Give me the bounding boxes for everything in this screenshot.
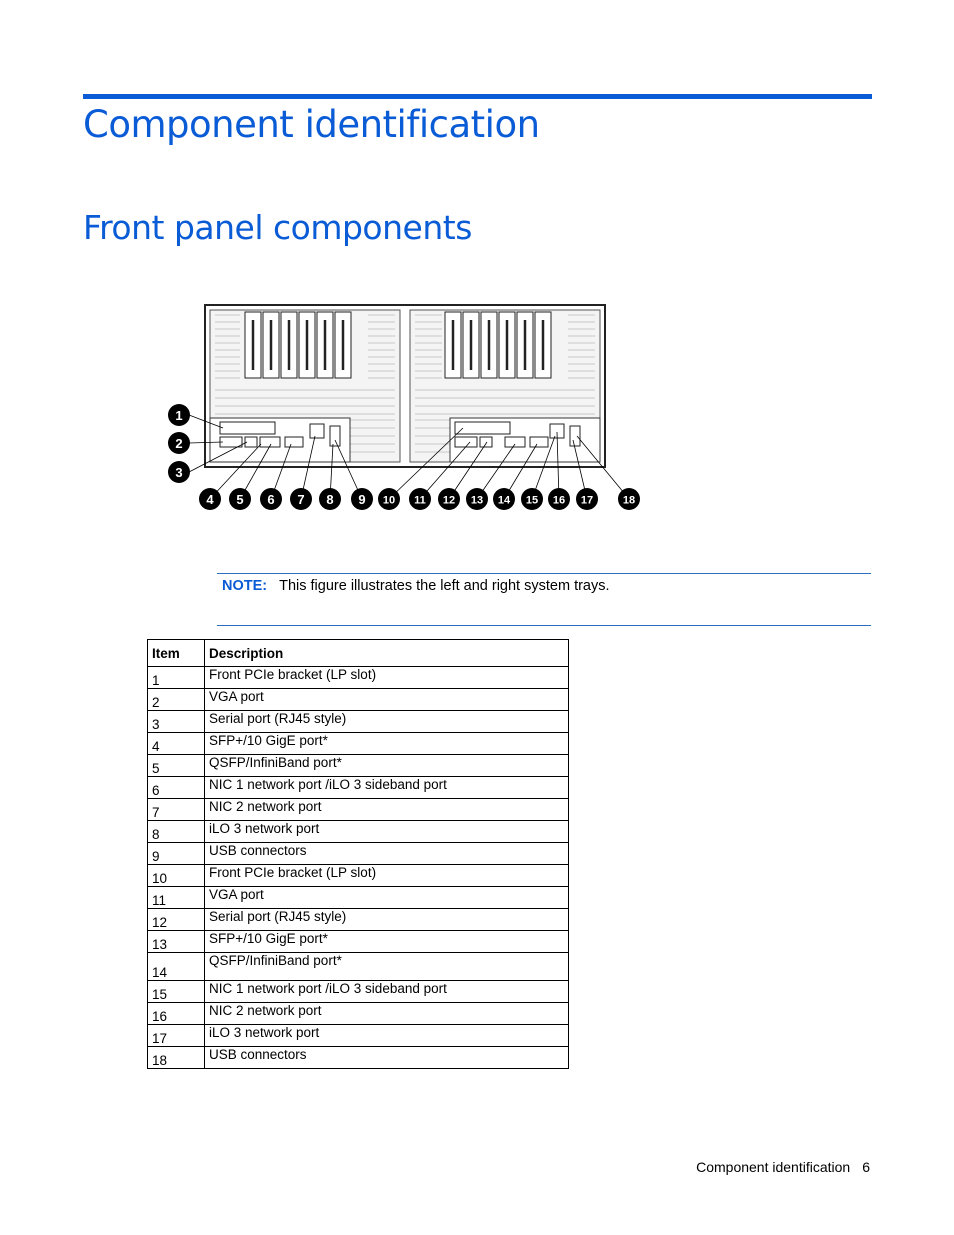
callout-14 <box>493 488 515 510</box>
table-row <box>148 733 569 755</box>
item-description: VGA port <box>205 887 569 909</box>
item-description: VGA port <box>205 689 569 711</box>
svg-text:18: 18 <box>622 494 636 507</box>
callout-layer <box>165 300 645 515</box>
item-description: iLO 3 network port <box>205 821 569 843</box>
table-row <box>148 909 569 931</box>
svg-text:17: 17 <box>580 494 594 507</box>
header-description: Description <box>205 640 569 667</box>
top-rule <box>83 94 872 99</box>
chapter-title: Component identification <box>83 103 540 146</box>
callout-15 <box>521 488 543 510</box>
callout-3 <box>168 461 190 483</box>
table-row <box>148 953 569 981</box>
callout-12 <box>438 488 460 510</box>
svg-text:4: 4 <box>206 492 214 507</box>
page-footer <box>696 1159 870 1175</box>
item-number: 14 <box>148 953 205 981</box>
table-row <box>148 865 569 887</box>
footer-section: Component identification <box>696 1159 851 1175</box>
callout-6 <box>260 488 282 510</box>
item-description: NIC 2 network port <box>205 1003 569 1025</box>
svg-text:1: 1 <box>175 408 183 423</box>
header-item: Item <box>148 640 205 667</box>
table-row <box>148 981 569 1003</box>
svg-text:12: 12 <box>442 494 456 507</box>
item-number: 10 <box>148 865 205 887</box>
item-number: 9 <box>148 843 205 865</box>
item-number: 15 <box>148 981 205 1003</box>
svg-text:11: 11 <box>414 494 426 507</box>
item-description: USB connectors <box>205 843 569 865</box>
item-number: 1 <box>148 667 205 689</box>
callout-10 <box>378 488 400 510</box>
item-description: iLO 3 network port <box>205 1025 569 1047</box>
item-number: 2 <box>148 689 205 711</box>
item-description: NIC 1 network port /iLO 3 sideband port <box>205 777 569 799</box>
table-row <box>148 931 569 953</box>
table-row <box>148 1003 569 1025</box>
callout-1 <box>168 404 190 426</box>
item-number: 7 <box>148 799 205 821</box>
note-top-rule <box>217 573 871 574</box>
item-description: Front PCIe bracket (LP slot) <box>205 667 569 689</box>
table-row <box>148 887 569 909</box>
svg-text:9: 9 <box>358 492 366 507</box>
item-number: 16 <box>148 1003 205 1025</box>
item-description: NIC 1 network port /iLO 3 sideband port <box>205 981 569 1003</box>
svg-text:3: 3 <box>175 465 183 480</box>
svg-text:10: 10 <box>382 494 396 507</box>
item-description: QSFP/InfiniBand port* <box>205 755 569 777</box>
svg-text:13: 13 <box>470 494 484 507</box>
callout-2 <box>168 432 190 454</box>
item-number: 17 <box>148 1025 205 1047</box>
item-description: Serial port (RJ45 style) <box>205 909 569 931</box>
table-row <box>148 711 569 733</box>
front-panel-figure <box>165 300 645 515</box>
table-row <box>148 821 569 843</box>
table-row <box>148 755 569 777</box>
page-number: 6 <box>862 1159 870 1175</box>
item-number: 5 <box>148 755 205 777</box>
item-description: NIC 2 network port <box>205 799 569 821</box>
svg-text:8: 8 <box>326 492 334 507</box>
item-number: 8 <box>148 821 205 843</box>
item-number: 11 <box>148 887 205 909</box>
callout-13 <box>466 488 488 510</box>
note-text: This figure illustrates the left and right system trays. <box>279 578 610 594</box>
svg-text:2: 2 <box>175 436 183 451</box>
item-number: 18 <box>148 1047 205 1069</box>
table-header-row <box>148 640 569 667</box>
callout-8 <box>319 488 341 510</box>
item-description: Front PCIe bracket (LP slot) <box>205 865 569 887</box>
note <box>222 578 610 594</box>
callout-5 <box>229 488 251 510</box>
item-description: Serial port (RJ45 style) <box>205 711 569 733</box>
svg-text:5: 5 <box>236 492 244 507</box>
item-number: 4 <box>148 733 205 755</box>
callout-11 <box>409 488 431 510</box>
callout-18 <box>618 488 640 510</box>
callout-9 <box>351 488 373 510</box>
note-bottom-rule <box>217 625 871 626</box>
section-title: Front panel components <box>83 208 472 247</box>
svg-text:14: 14 <box>497 494 511 507</box>
table-row <box>148 843 569 865</box>
item-number: 12 <box>148 909 205 931</box>
table-row <box>148 777 569 799</box>
item-number: 6 <box>148 777 205 799</box>
callout-4 <box>199 488 221 510</box>
note-label: NOTE: <box>222 578 268 594</box>
item-description: SFP+/10 GigE port* <box>205 733 569 755</box>
item-number: 13 <box>148 931 205 953</box>
item-number: 3 <box>148 711 205 733</box>
svg-text:7: 7 <box>297 492 305 507</box>
callout-7 <box>290 488 312 510</box>
item-description: USB connectors <box>205 1047 569 1069</box>
svg-text:16: 16 <box>552 494 566 507</box>
table-row <box>148 689 569 711</box>
item-description: SFP+/10 GigE port* <box>205 931 569 953</box>
callout-16 <box>548 488 570 510</box>
svg-text:15: 15 <box>525 494 539 507</box>
components-table <box>147 639 569 1069</box>
svg-text:6: 6 <box>267 492 275 507</box>
callout-17 <box>576 488 598 510</box>
table-row <box>148 1047 569 1069</box>
table-row <box>148 667 569 689</box>
table-row <box>148 799 569 821</box>
item-description: QSFP/InfiniBand port* <box>205 953 569 981</box>
table-row <box>148 1025 569 1047</box>
